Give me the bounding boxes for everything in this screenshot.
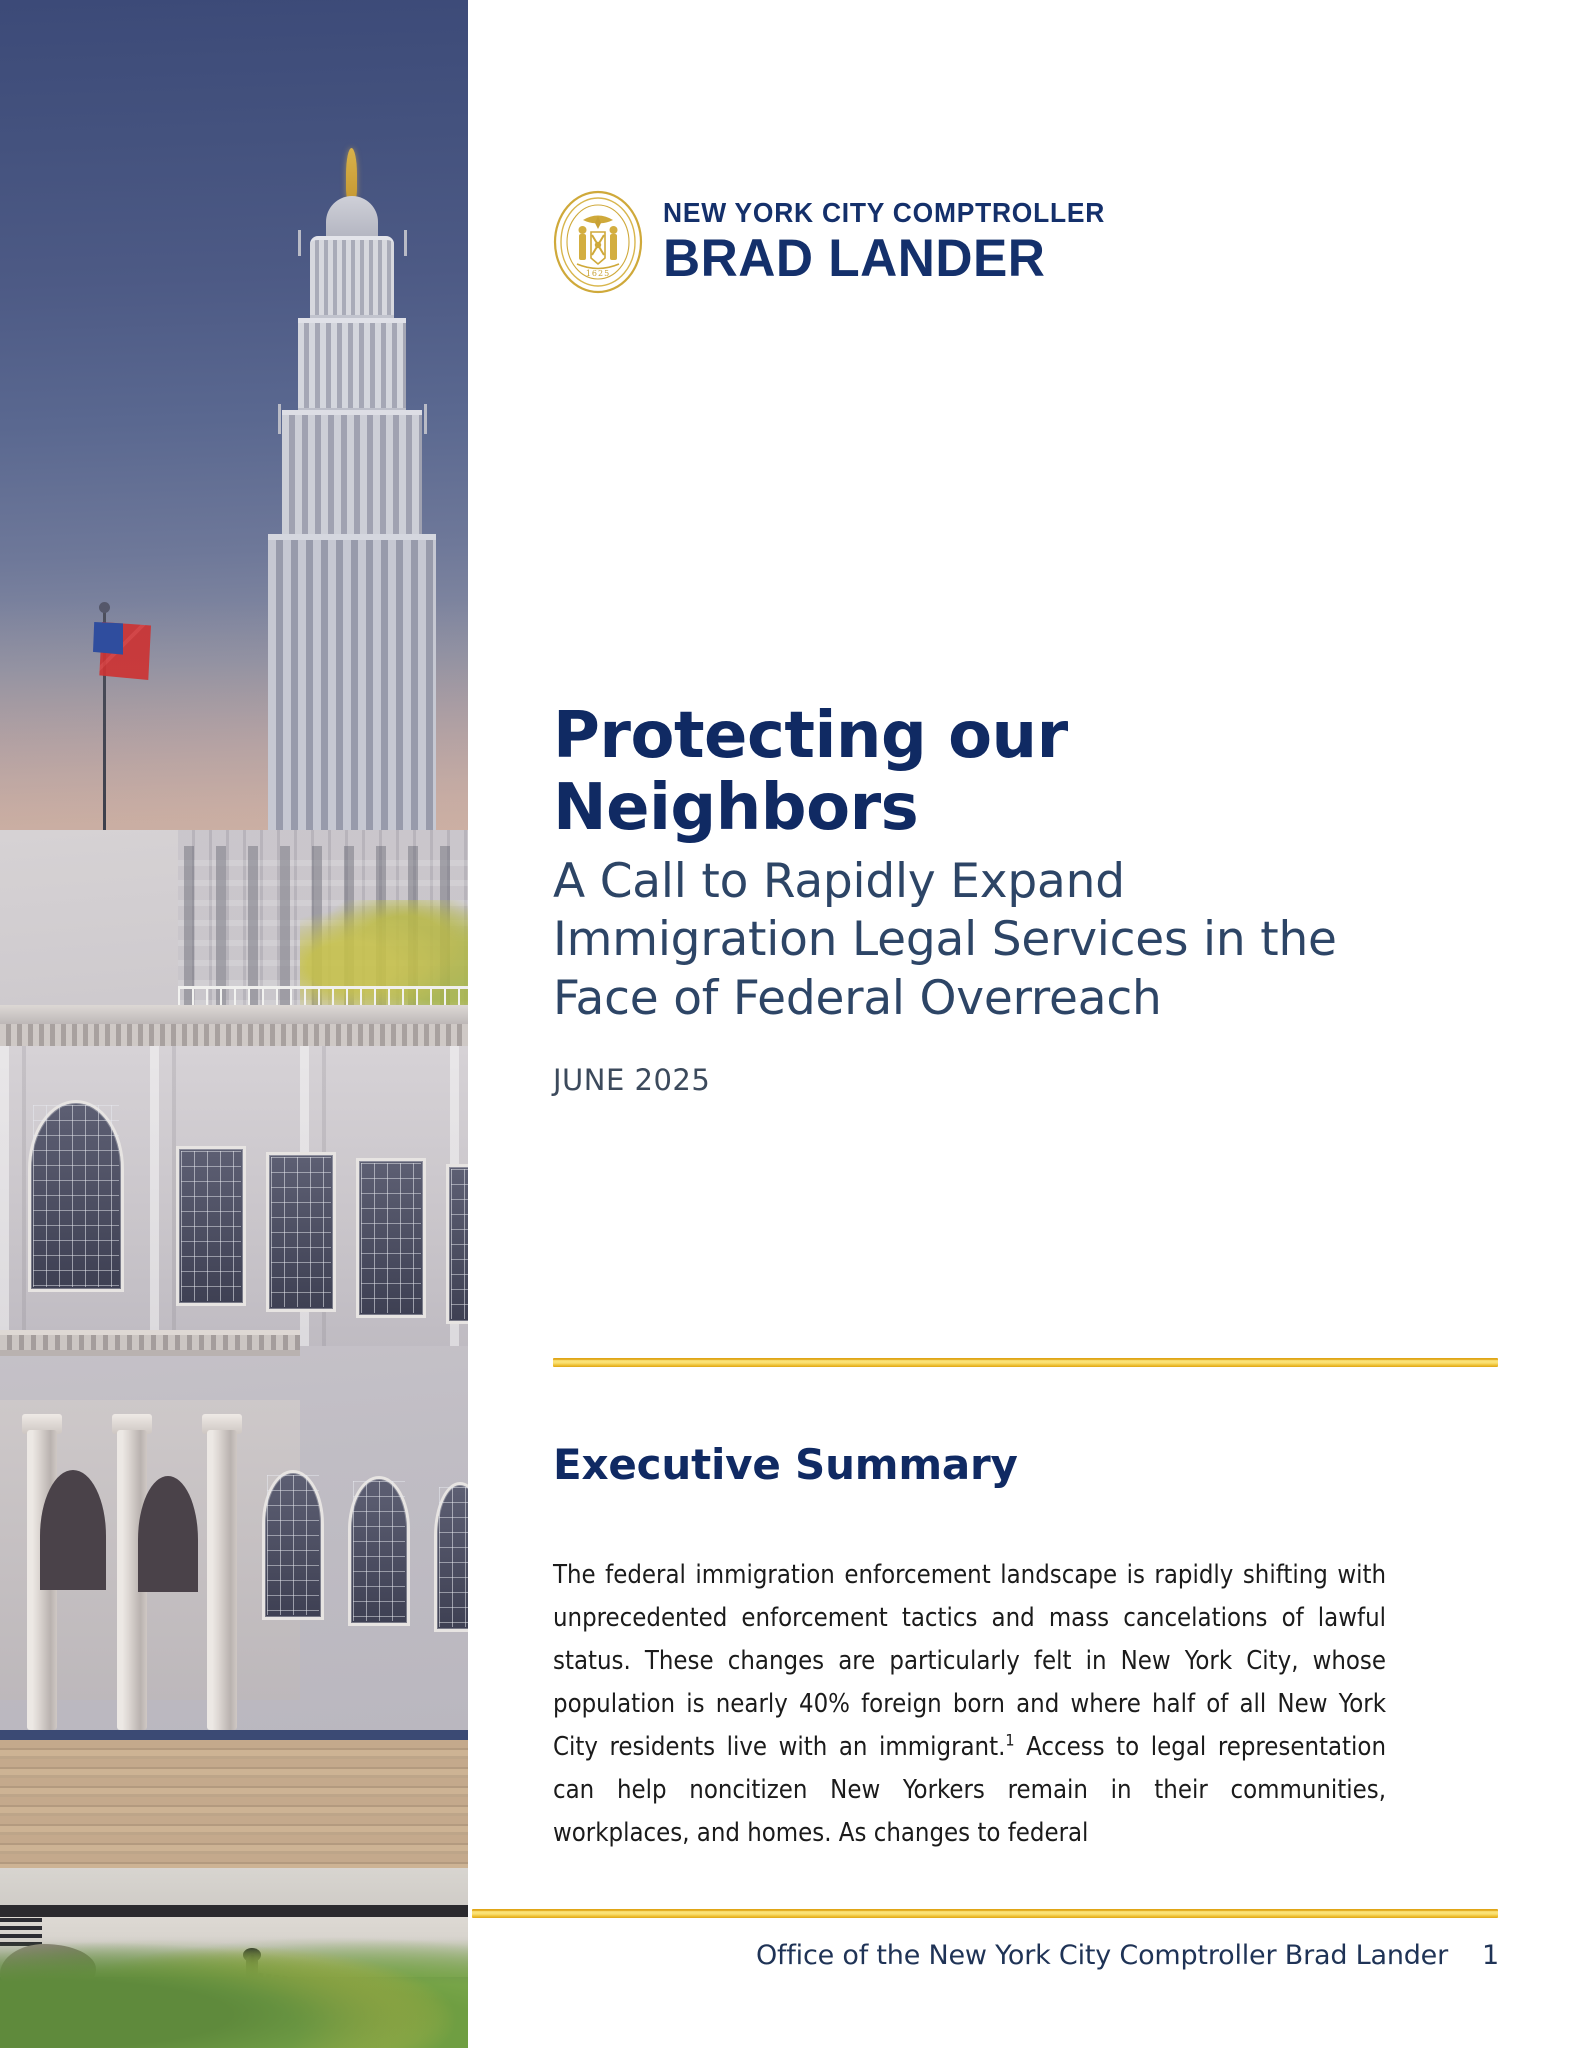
tower-colonnade-upper <box>310 236 394 320</box>
logo-wordmark <box>663 196 1124 289</box>
tower-lantern <box>326 196 378 240</box>
footer-gold-divider <box>472 1909 1498 1918</box>
publication-date: JUNE 2025 <box>553 1062 711 1097</box>
tower-shaft <box>268 534 436 854</box>
municipal-building-tower <box>268 148 436 848</box>
footer-office-name: Office of the New York City Comptroller Brad Lander <box>756 1940 1448 1971</box>
page-title: Protecting our Neighbors <box>553 699 1068 846</box>
arched-window <box>262 1470 324 1620</box>
arched-window <box>434 1482 468 1632</box>
balcony <box>0 1330 300 1356</box>
balustrade-upper <box>0 1024 468 1046</box>
column <box>207 1430 237 1730</box>
civic-fame-statue <box>346 148 357 200</box>
window <box>266 1152 336 1312</box>
curb <box>0 1905 468 1917</box>
tower-finial <box>424 404 427 434</box>
paragraph-text-before-footnote: The federal immigration enforcement landscape is rapidly shifting with unprecedented enforcement tactics and mass cancelations of lawful status. These changes are particularly felt in New York City, whose population is nearly 40% foreign born and where half of all New York City residents live with an immigrant. <box>553 1560 1386 1762</box>
nyc-seal-icon <box>553 190 643 294</box>
shrubbery <box>0 1936 468 2048</box>
tower-drum <box>298 318 406 414</box>
flagpole-finial <box>99 602 110 613</box>
section-heading-executive-summary: Executive Summary <box>553 1440 1018 1489</box>
tower-finial <box>298 230 301 256</box>
content-column <box>468 0 1583 2048</box>
footnote-marker[interactable]: 1 <box>1005 1730 1015 1750</box>
page-footer <box>472 1940 1498 1971</box>
org-line-1: NEW YORK CITY COMPTROLLER <box>663 196 1106 228</box>
footer-page-number: 1 <box>1482 1940 1500 1971</box>
svg-text:1625: 1625 <box>585 269 611 278</box>
tower-finial <box>278 404 281 434</box>
portico-arch <box>40 1470 106 1590</box>
page-subtitle: A Call to Rapidly Expand Immigration Legal Services in the Face of Federal Overreach <box>553 853 1337 1027</box>
paragraph-text-after-footnote: Access to legal representation can help noncitizen New Yorkers remain in their communities, workplaces, and homes. As changes to federal <box>553 1732 1386 1848</box>
window <box>356 1158 426 1318</box>
title-block <box>553 700 1393 1097</box>
cover-photo <box>0 0 468 2048</box>
entrance-steps <box>0 1740 468 1870</box>
window <box>176 1146 246 1306</box>
executive-summary-paragraph <box>553 1554 1386 1855</box>
gold-divider <box>553 1358 1498 1367</box>
window <box>446 1164 468 1324</box>
tower-base <box>282 410 422 540</box>
org-line-2: BRAD LANDER <box>663 229 1046 289</box>
arched-window <box>28 1100 124 1292</box>
portico-arch <box>138 1476 198 1592</box>
comptroller-logo <box>553 190 1124 294</box>
tower-finial <box>404 230 407 256</box>
arched-window <box>348 1476 410 1626</box>
